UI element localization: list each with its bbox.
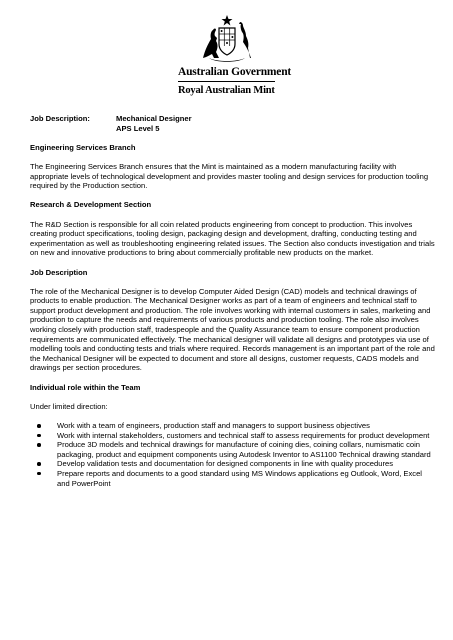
list-item: [30, 440, 435, 459]
branch-heading: Engineering Services Branch: [30, 142, 136, 152]
list-item: [30, 459, 435, 469]
bullet-text: Produce 3D models and technical drawings for manufacture of coining dies, coining collars, numismatic coin packaging, product and equipment components using Autodesk Inventor to AS1100 Technical drawing standard: [57, 440, 431, 459]
coat-of-arms-icon: [199, 14, 255, 66]
agency-name: Royal Australian Mint: [178, 85, 275, 96]
bullet-text: Develop validation tests and documentation for designed components in line with quality procedures: [57, 459, 394, 469]
bullet-text: Work with a team of engineers, production staff and managers to support business objectives: [57, 421, 370, 430]
australian-government-wordmark: Australian Government: [178, 66, 292, 78]
list-item: [30, 431, 435, 441]
bullet-icon: [37, 443, 41, 447]
role-intro: Under limited direction:: [30, 401, 108, 411]
role-heading: Individual role within the Team: [30, 382, 141, 392]
branch-paragraph: The Engineering Services Branch ensures that the Mint is maintained as a modern manufacturing facility with appropriate levels of technological development and provides master tooling and design services for production tooling required by the Production section.: [30, 161, 429, 191]
document-body: [30, 114, 435, 488]
job-title-values: [116, 114, 192, 133]
bullet-icon: [37, 424, 41, 428]
bullet-icon: [37, 472, 41, 476]
job-level: APS Level 5: [116, 123, 160, 133]
job-title-block: [30, 114, 435, 133]
list-item: [30, 469, 435, 488]
role-bullet-list: [30, 421, 435, 488]
bullet-text: Prepare reports and documents to a good standard using MS Windows applications eg Outlook, Word, Excel and PowerPoint: [57, 468, 422, 488]
job-description-paragraph: The role of the Mechanical Designer is to develop Computer Aided Design (CAD) models and technical drawings of products to enable production. The Mechanical Designer works as part of a team of engineers and technical staff to support product development and production. The role involves working with internal customers in sales, marketing and production to capture the needs and requirements of various products and production tooling. The role also involves working closely with production staff, tradespeople and the Quality Assurance team to ensure component production requirements are communicated effectively. The mechanical designer will validate all designs and prototypes via use of modelling tools and conducting tests and trials where required. Records management is an important part of the role and the Mechanical Designer will be expected to document and store all designs, customer requests, CADS models and drawings per section procedures.: [30, 286, 435, 373]
job-description-label: Job Description:: [30, 114, 90, 123]
header-divider: [178, 81, 275, 82]
list-item: [30, 421, 435, 431]
bullet-icon: [37, 462, 41, 466]
bullet-icon: [37, 434, 41, 438]
rd-heading: Research & Development Section: [30, 200, 152, 210]
job-title: Mechanical Designer: [116, 114, 192, 123]
rd-paragraph: The R&D Section is responsible for all coin related products engineering from concept to production. This involves creating product specifications, tooling design, packaging design and development, drafting, conducting testing and experimentation as well as troubleshooting engineering related issues. The Section also conducts investigation and trials on new and innovative productions to bring about commercially profitable new products on the market.: [30, 219, 435, 258]
bullet-text: Work with internal stakeholders, customers and technical staff to assess requirements for product development: [57, 430, 430, 440]
job-description-heading: Job Description: [30, 267, 88, 277]
